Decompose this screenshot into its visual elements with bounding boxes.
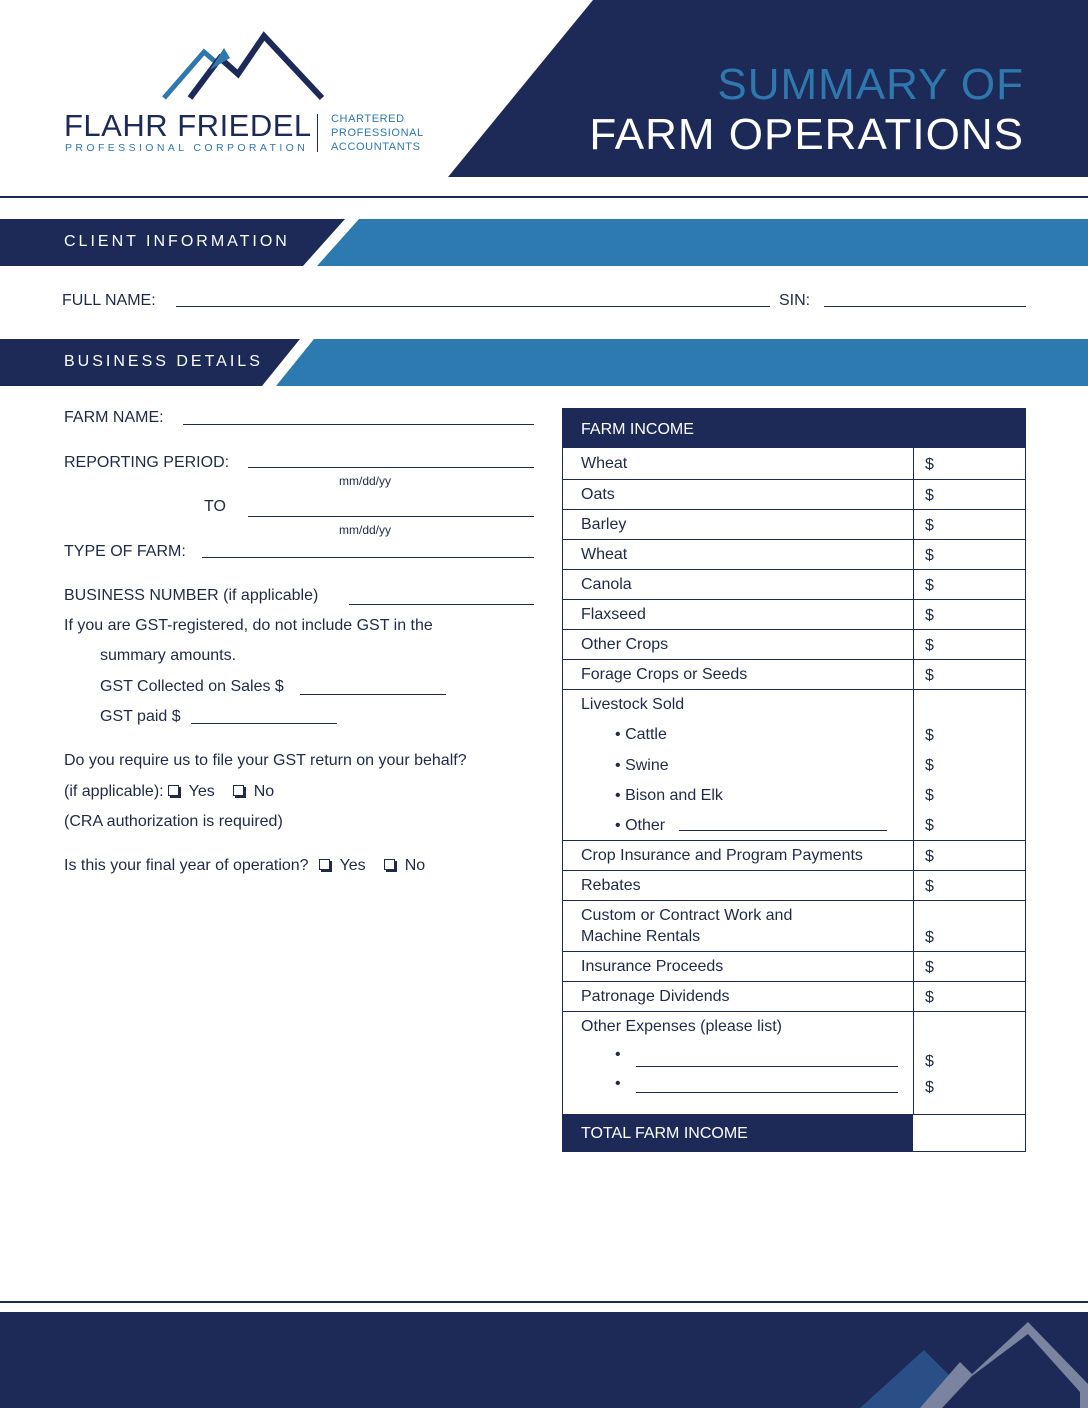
amount-field[interactable]: $ — [925, 848, 934, 865]
table-row: Wheat $ — [563, 447, 1025, 479]
reporting-period-label: REPORTING PERIOD: — [64, 454, 230, 471]
amount-field[interactable]: $ — [925, 817, 934, 834]
table-row: Rebates $ — [563, 870, 1025, 900]
sin-label: SIN: — [779, 292, 811, 309]
amount-field[interactable]: $ — [925, 989, 934, 1006]
logo-cpa: CHARTERED PROFESSIONAL ACCOUNTANTS — [331, 113, 424, 153]
farm-income-table — [562, 408, 1026, 1152]
logo-subtitle: PROFESSIONAL CORPORATION — [65, 142, 309, 154]
full-name-field[interactable] — [176, 306, 770, 307]
date-hint: mm/dd/yy — [339, 523, 392, 537]
table-row: Flaxseed $ — [563, 599, 1025, 629]
full-name-label: FULL NAME: — [62, 292, 156, 309]
gst-note-line1: If you are GST-registered, do not include GST in the — [64, 617, 433, 634]
other-expense-field[interactable] — [636, 1066, 898, 1067]
table-row: Other Crops $ — [563, 629, 1025, 659]
reporting-start-field[interactable] — [248, 467, 534, 468]
table-row: Wheat $ — [563, 539, 1025, 569]
table-row: Barley $ — [563, 509, 1025, 539]
gst-note-line2: summary amounts. — [100, 647, 237, 664]
gst-paid-label: GST paid $ — [100, 708, 181, 725]
date-hint: mm/dd/yy — [339, 474, 392, 488]
cra-note: (CRA authorization is required) — [64, 813, 283, 830]
logo-name: FLAHR FRIEDEL — [64, 108, 312, 143]
amount-field[interactable]: $ — [925, 1053, 934, 1070]
amount-field[interactable]: $ — [925, 787, 934, 804]
table-row: Insurance Proceeds $ — [563, 951, 1025, 981]
logo-divider — [317, 114, 318, 152]
amount-field[interactable]: $ — [925, 878, 934, 895]
other-expense-field[interactable] — [636, 1092, 898, 1093]
amount-field[interactable]: $ — [925, 547, 934, 564]
amount-field[interactable]: $ — [925, 637, 934, 654]
total-field[interactable] — [913, 1115, 1025, 1151]
to-label: TO — [204, 498, 226, 515]
amount-field[interactable]: $ — [925, 456, 934, 473]
gst-paid-field[interactable] — [191, 723, 337, 724]
other-expenses-row: Other Expenses (please list) • $ • $ — [563, 1011, 1025, 1114]
mountain-logo-icon — [160, 30, 330, 102]
footer-banner — [0, 1312, 1088, 1408]
page-title-line1: SUMMARY OF — [717, 60, 1024, 109]
final-no-checkbox[interactable] — [384, 859, 395, 870]
business-number-field[interactable] — [349, 604, 534, 605]
gst-return-options: (if applicable): Yes No — [64, 783, 275, 800]
header-rule — [0, 196, 1088, 198]
business-details-title: BUSINESS DETAILS — [64, 353, 263, 370]
table-row: Canola $ — [563, 569, 1025, 599]
amount-field[interactable]: $ — [925, 487, 934, 504]
reporting-end-field[interactable] — [248, 516, 534, 517]
total-label: TOTAL FARM INCOME — [563, 1115, 913, 1151]
type-of-farm-field[interactable] — [202, 557, 534, 558]
sin-field[interactable] — [824, 306, 1026, 307]
footer-rule — [0, 1301, 1088, 1303]
table-row: Custom or Contract Work and Machine Rentals $ — [563, 900, 1025, 951]
final-year-row: Is this your final year of operation? Yes No — [64, 857, 426, 874]
final-yes-checkbox[interactable] — [319, 859, 330, 870]
business-number-label: BUSINESS NUMBER (if applicable) — [64, 587, 319, 604]
gst-no-checkbox[interactable] — [233, 785, 244, 796]
farm-income-title: FARM INCOME — [563, 409, 1025, 447]
footer-mountain-icon — [860, 1312, 1088, 1408]
amount-field[interactable]: $ — [925, 929, 934, 946]
gst-return-question: Do you require us to file your GST return on your behalf? — [64, 752, 467, 769]
table-row: Forage Crops or Seeds $ — [563, 659, 1025, 689]
total-row — [563, 1114, 1025, 1151]
farm-name-field[interactable] — [183, 424, 534, 425]
amount-field[interactable]: $ — [925, 727, 934, 744]
amount-field[interactable]: $ — [925, 1079, 934, 1096]
amount-field[interactable]: $ — [925, 667, 934, 684]
livestock-other-field[interactable] — [679, 830, 887, 831]
amount-field[interactable]: $ — [925, 757, 934, 774]
farm-name-label: FARM NAME: — [64, 409, 164, 426]
gst-collected-field[interactable] — [300, 694, 446, 695]
table-row: Crop Insurance and Program Payments $ — [563, 840, 1025, 870]
page-title-line2: FARM OPERATIONS — [589, 110, 1024, 159]
type-of-farm-label: TYPE OF FARM: — [64, 543, 186, 560]
client-info-title: CLIENT INFORMATION — [64, 233, 290, 250]
table-row: Oats $ — [563, 479, 1025, 509]
amount-field[interactable]: $ — [925, 959, 934, 976]
gst-yes-checkbox[interactable] — [168, 785, 179, 796]
gst-collected-label: GST Collected on Sales $ — [100, 678, 284, 695]
amount-field[interactable]: $ — [925, 517, 934, 534]
amount-field[interactable]: $ — [925, 607, 934, 624]
amount-field[interactable]: $ — [925, 577, 934, 594]
livestock-row: Livestock Sold • Cattle $ • Swine $ • Bison and Elk $ • Other $ — [563, 689, 1025, 840]
table-row: Patronage Dividends $ — [563, 981, 1025, 1011]
